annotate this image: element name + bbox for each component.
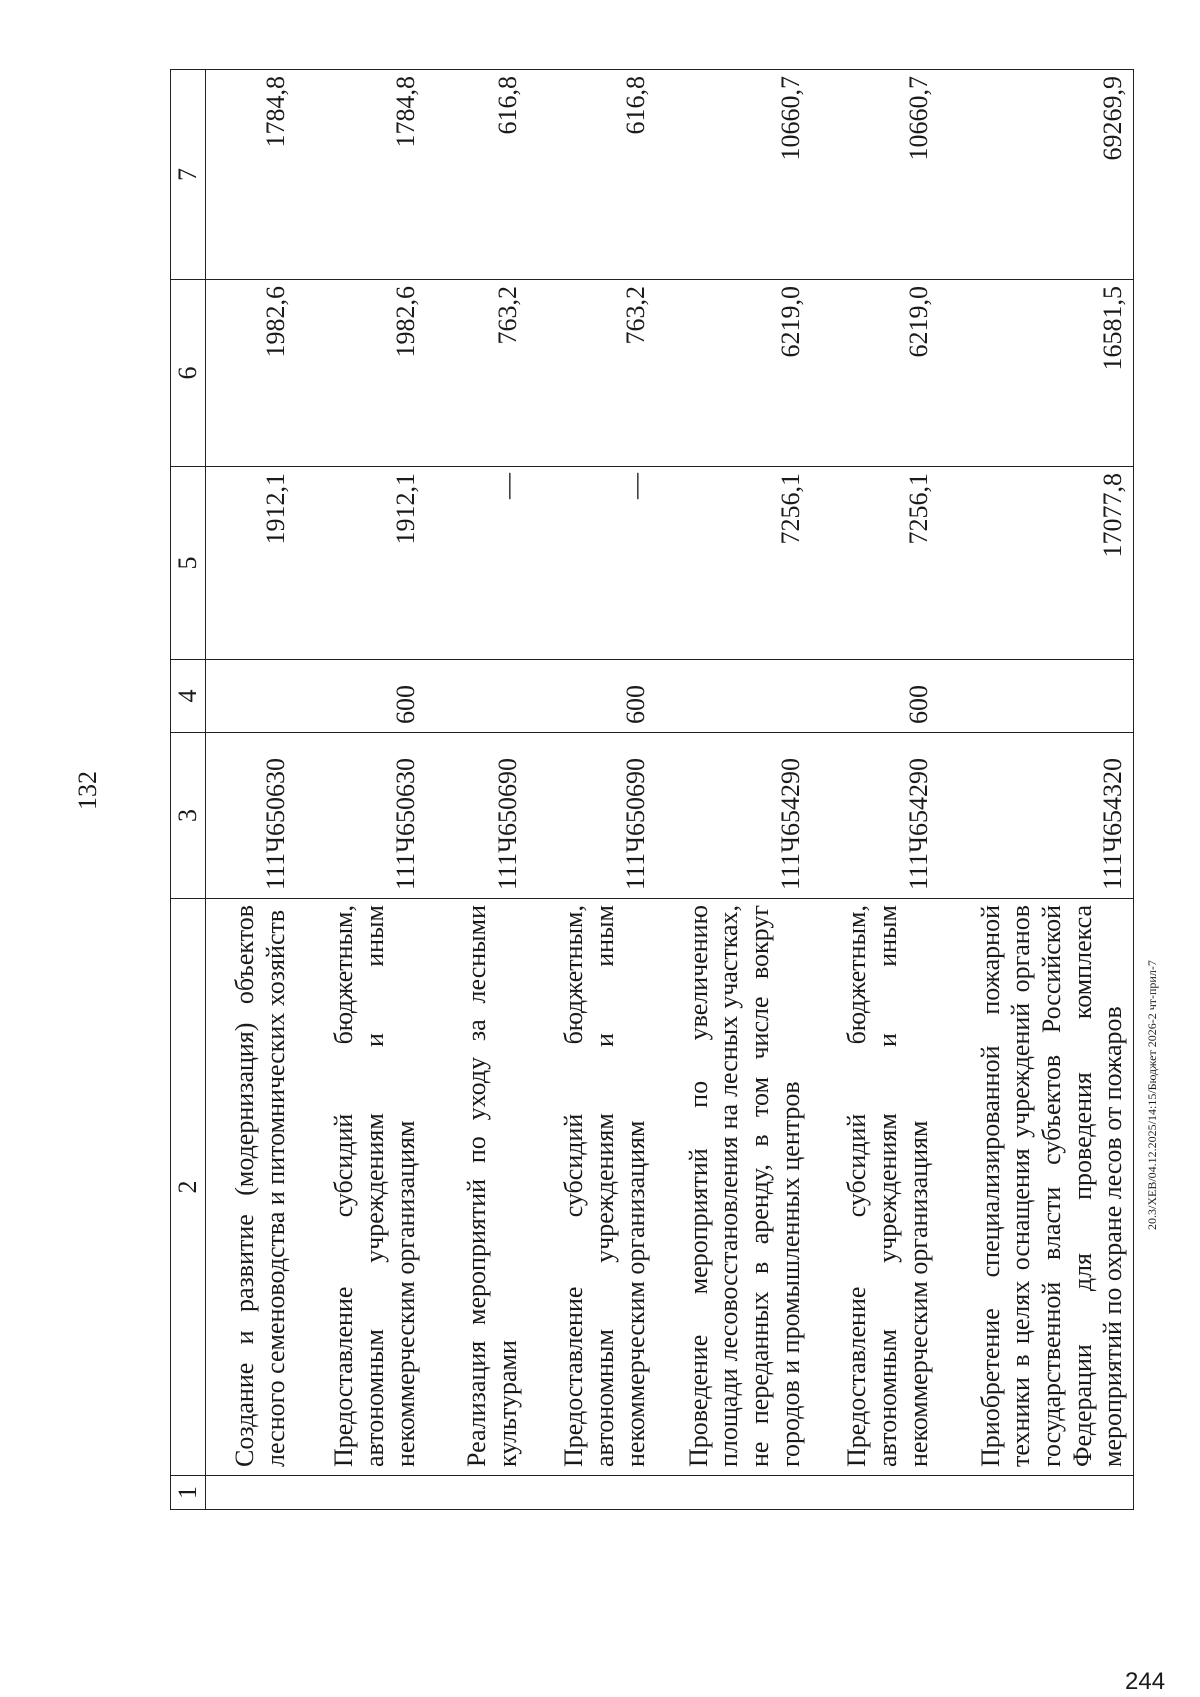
cell-col1 (296, 1476, 426, 1510)
cell-name: Предоставление субсидий бюджетным, автономным учреждениям и иным некоммерческим организациям (296, 899, 426, 1476)
cell-code: 111Ч650630 (206, 733, 296, 899)
column-header: 4 (171, 660, 206, 733)
cell-name: Проведение мероприятий по увеличению площади лесовосстановления на лесных участках, не переданных в аренду, в том числе вокруг городов и промышленных центров (656, 899, 811, 1476)
footer-document-code: 20.3/XEB/04.12.2025/14:15/Бюджет 2026-2 чт-прил-7 (1145, 960, 1159, 1230)
column-header: 1 (171, 1476, 206, 1510)
table-row (528, 70, 656, 1510)
cell-col5: 7256,1 (656, 467, 811, 660)
cell-col4 (939, 660, 1134, 733)
cell-col4 (426, 660, 528, 733)
cell-code: 111Ч650690 (426, 733, 528, 899)
column-header: 6 (171, 280, 206, 467)
cell-name: Реализация мероприятий по уходу за лесными культурами (426, 899, 528, 1476)
bottom-page-number: 244 (1125, 1668, 1166, 1695)
cell-col6: 6219,0 (656, 280, 811, 467)
budget-table (170, 69, 1134, 1510)
column-header: 3 (171, 733, 206, 899)
cell-name: Предоставление субсидий бюджетным, автономным учреждениям и иным некоммерческим организациям (811, 899, 939, 1476)
cell-col7: 1784,8 (296, 70, 426, 280)
cell-col7: 616,8 (528, 70, 656, 280)
table-row (296, 70, 426, 1510)
cell-col4 (656, 660, 811, 733)
cell-col7: 1784,8 (206, 70, 296, 280)
cell-col7: 10660,7 (656, 70, 811, 280)
cell-col6: 6219,0 (811, 280, 939, 467)
cell-col6: 763,2 (528, 280, 656, 467)
cell-code: 111Ч654290 (656, 733, 811, 899)
table-row (656, 70, 811, 1510)
cell-name: Приобретение специализированной пожарной техники в целях оснащения учреждений органов государственной власти субъектов Российской Федерации для проведения комплекса мероприятий по охране лесов от пожаров (939, 899, 1134, 1476)
cell-col1 (206, 1476, 296, 1510)
table-row (426, 70, 528, 1510)
cell-col1 (656, 1476, 811, 1510)
cell-col5: — (426, 467, 528, 660)
column-header: 7 (171, 70, 206, 280)
column-header: 2 (171, 899, 206, 1476)
cell-col6: 1982,6 (206, 280, 296, 467)
cell-col4: 600 (296, 660, 426, 733)
cell-col5: 1912,1 (206, 467, 296, 660)
cell-col7: 10660,7 (811, 70, 939, 280)
cell-col4: 600 (528, 660, 656, 733)
cell-code: 111Ч650690 (528, 733, 656, 899)
cell-name: Предоставление субсидий бюджетным, автономным учреждениям и иным некоммерческим организациям (528, 899, 656, 1476)
budget-table-rotated (170, 70, 1190, 1510)
cell-col6: 16581,5 (939, 280, 1134, 467)
cell-col1 (426, 1476, 528, 1510)
column-header: 5 (171, 467, 206, 660)
cell-col1 (811, 1476, 939, 1510)
cell-col5: 17077,8 (939, 467, 1134, 660)
table-row (939, 70, 1134, 1510)
cell-code: 111Ч650630 (296, 733, 426, 899)
page-number: 132 (73, 771, 102, 810)
cell-col1 (939, 1476, 1134, 1510)
cell-col6: 763,2 (426, 280, 528, 467)
cell-col4 (206, 660, 296, 733)
table-row (811, 70, 939, 1510)
cell-col4: 600 (811, 660, 939, 733)
table-row (206, 70, 296, 1510)
cell-col5: — (528, 467, 656, 660)
cell-col5: 7256,1 (811, 467, 939, 660)
table-header-row (171, 70, 206, 1510)
cell-col7: 616,8 (426, 70, 528, 280)
cell-col6: 1982,6 (296, 280, 426, 467)
cell-code: 111Ч654290 (811, 733, 939, 899)
cell-code: 111Ч654320 (939, 733, 1134, 899)
cell-col5: 1912,1 (296, 467, 426, 660)
cell-name: Создание и развитие (модернизация) объектов лесного семеноводства и питомнических хозяйств (206, 899, 296, 1476)
cell-col1 (528, 1476, 656, 1510)
cell-col7: 69269,9 (939, 70, 1134, 280)
